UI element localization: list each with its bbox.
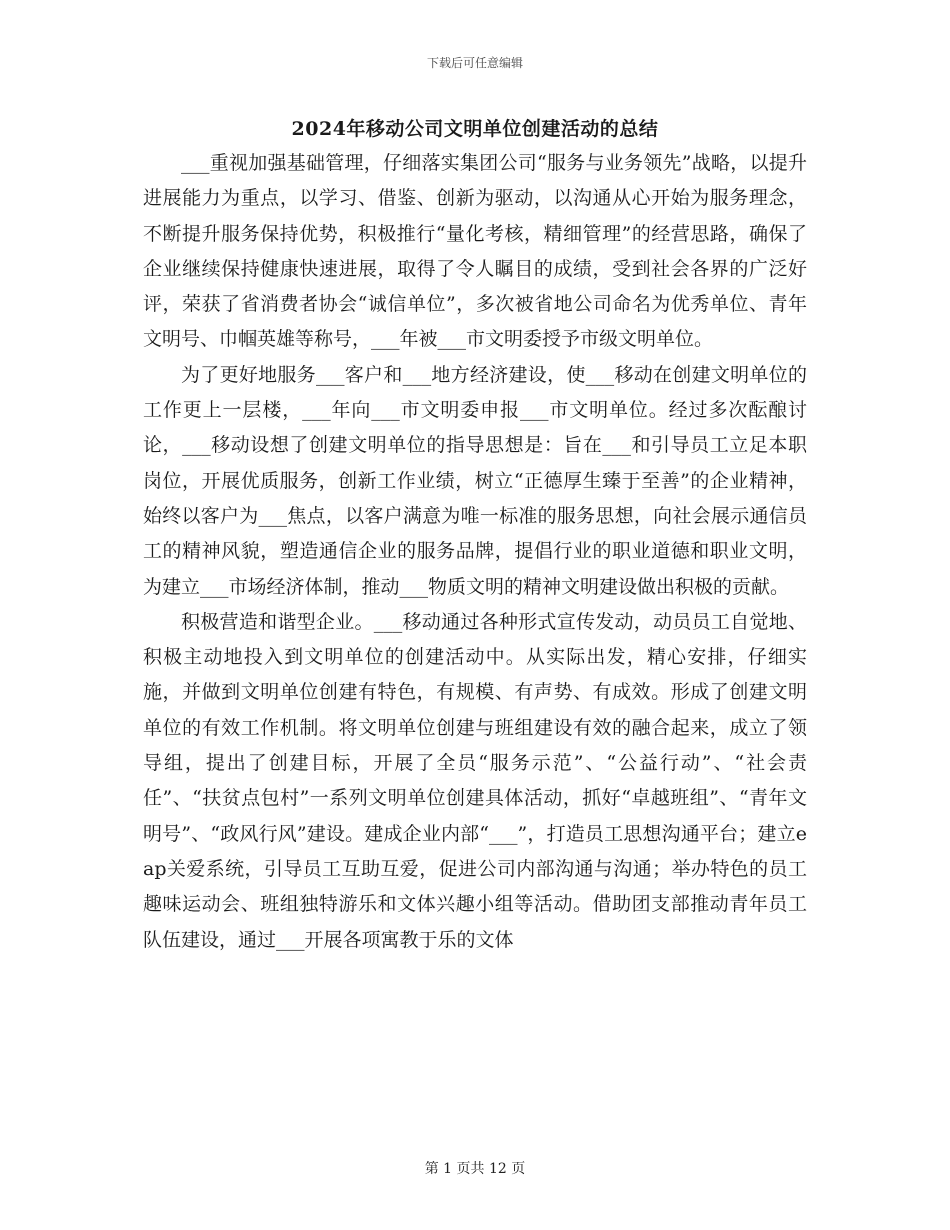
page-number: 第 1 页共 12 页 bbox=[424, 1161, 526, 1177]
document-body bbox=[143, 146, 807, 958]
paragraph-2: 为了更好地服务___客户和___地方经济建设，使___移动在创建文明单位的工作更上一层楼，___年向___市文明委申报___市文明单位。经过多次酝酿讨论，___移动设想了创建文明单位的指导思想是：旨在___和引导员工立足本职岗位，开展优质服务，创新工作业绩，树立“正德厚生臻于至善”的企业精神，始终以客户为___焦点，以客户满意为唯一标准的服务思想，向社会展示通信员工的精神风貌，塑造通信企业的服务品牌，提倡行业的职业道德和职业文明，为建立___市场经济体制，推动___物质文明的精神文明建设做出积极的贡献。 bbox=[143, 363, 807, 598]
document-title: 2024年移动公司文明单位创建活动的总结 bbox=[291, 118, 659, 140]
page-header-note: 下载后可任意编辑 bbox=[426, 56, 523, 70]
paragraph-3: 积极营造和谐型企业。___移动通过各种形式宣传发动，动员员工自觉地、积极主动地投入到文明单位的创建活动中。从实际出发，精心安排，仔细实施，并做到文明单位创建有特色，有规模、有声势、有成效。形成了创建文明单位的有效工作机制。将文明单位创建与班组建设有效的融合起来，成立了领导组，提出了创建目标，开展了全员“服务示范”、“公益行动”、“社会责任”、“扶贫点包村”一系列文明单位创建具体活动，抓好“卓越班组”、“青年文明号”、“政风行风”建设。建成企业内部“___”，打造员工思想沟通平台；建立eap关爱系统，引导员工互助互爱，促进公司内部沟通与沟通；举办特色的员工趣味运动会、班组独特游乐和文体兴趣小组等活动。借助团支部推动青年员工队伍建设，通过___开展各项寓教于乐的文体 bbox=[143, 610, 807, 951]
paragraph-1: ___重视加强基础管理，仔细落实集团公司“服务与业务领先”战略，以提升进展能力为重点，以学习、借鉴、创新为驱动，以沟通从心开始为服务理念，不断提升服务保持优势，积极推行“量化考核，精细管理”的经营思路，确保了企业继续保持健康快速进展，取得了令人瞩目的成绩，受到社会各界的广泛好评，荣获了省消费者协会“诚信单位”，多次被省地公司命名为优秀单位、青年文明号、巾帼英雄等称号，___年被___市文明委授予市级文明单位。 bbox=[143, 152, 807, 351]
